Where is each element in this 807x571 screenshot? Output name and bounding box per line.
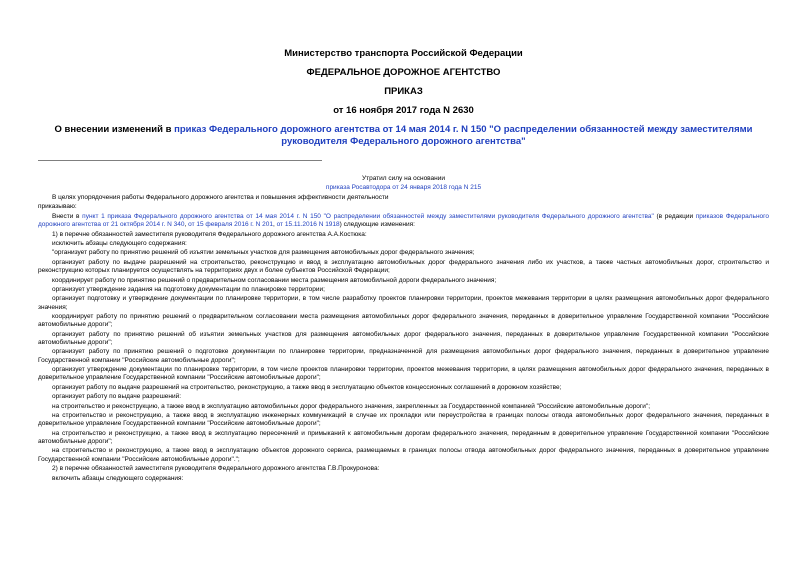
title-prefix: О внесении изменений в — [54, 124, 175, 135]
body-paragraph: организует работу по выдаче разрешений на строительство, реконструкцию и ввод в эксплуатацию автомобильных дорог федерального значения либо их участков, а также частных автомобильных дорог, строительство и реконструкцию которых планируется осуществлять на территориях двух и более субъектов Российской Федерации; — [38, 258, 769, 275]
document-body — [38, 194, 769, 483]
body-paragraph: организует подготовку и утверждение документации по планировке территории, в том числе разработку проектов планировки территории, проектов межевания территории в целях размещения автомобильных дорог федерального значения; — [38, 295, 769, 311]
body-paragraph: организует работу по принятию решений об изъятии земельных участков для размещения автомобильных дорог федерального значения, переданных в доверительное управление Государственной компании "Российские автомобильные дороги"; — [38, 330, 769, 346]
ministry-name: Министерство транспорта Российской Федерации — [284, 48, 523, 59]
body-paragraph: на строительство и реконструкцию, а также ввод в эксплуатацию инженерных коммуникаций в случае их прокладки или переустройства в границах полосы отвода автомобильных дорог федерального значения, переданных в доверительное управление Государственной компании "Российские автомобильные дороги"; — [38, 412, 769, 428]
body-paragraph: организует работу по выдаче разрешений на строительство, реконструкцию, а также ввод в эксплуатацию объектов концессионных соглашений в дорожном хозяйстве; — [52, 383, 562, 391]
document-title — [30, 124, 777, 148]
body-paragraph: исключить абзацы следующего содержания: — [52, 240, 187, 248]
body-paragraph: на строительство и реконструкцию, а также ввод в эксплуатацию пересечений и примыканий к автомобильным дорогам федерального значения, переданным в доверительное управление Государственной компании "Российские автомобильные дороги"; — [38, 429, 769, 445]
order-201-link[interactable]: от 15 февраля 2016 г. N 201 — [188, 221, 273, 229]
body-paragraph: организует работу по принятию решений о подготовке документации по планировке территории, предназначенной для размещения автомобильных дорог федерального значения, переданных в доверительное управление Государственной компании "Российские автомобильные дороги"; — [38, 348, 769, 364]
body-paragraph: 2) в перечне обязанностей заместителя руководителя Федерального дорожного агентства Г.В.Прокуронова: — [52, 465, 380, 473]
repeal-order-link[interactable]: приказа Росавтодора от 24 января 2018 года N 215 — [325, 184, 482, 191]
repeal-note-text: Утратил силу на основании — [361, 175, 446, 182]
body-paragraph: на строительство и реконструкцию, а также ввод в эксплуатацию автомобильных дорог федерального значения, закрепленных за Государственной компанией "Российские автомобильные дороги"; — [52, 402, 651, 410]
body-paragraph: организует утверждение задания на подготовку документации по планировке территории; — [52, 286, 325, 294]
body-paragraph: 1) в перечне обязанностей заместителя руководителя Федерального дорожного агентства А.А.Костюка: — [52, 230, 367, 238]
separator-line — [38, 160, 322, 161]
body-paragraph: организует работу по выдаче разрешений: — [52, 393, 182, 401]
body-paragraph: включить абзацы следующего содержания: — [52, 474, 184, 482]
order-1918-link[interactable]: от 15.11.2016 N 1918 — [276, 221, 340, 229]
body-paragraph: координирует работу по принятию решений о предварительном согласовании места размещения автомобильной дороги федерального значения; — [52, 276, 497, 284]
order-paragraph: приказываю: — [38, 203, 77, 211]
order-340-link[interactable]: приказов Федерального дорожного агентства от 21 октября 2014 г. N 340 — [38, 212, 769, 229]
order-150-point-link[interactable]: пункт 1 приказа Федерального дорожного агентства от 14 мая 2014 г. N 150 "О распределении обязанностей между заместителями руководителя Федерального дорожного агентства" — [82, 212, 654, 220]
preamble-paragraph: В целях упорядочения работы Федерального дорожного агентства и повышения эффективности деятельности — [52, 194, 389, 201]
amendment-paragraph: Внести в пункт 1 приказа Федерального дорожного агентства от 14 мая 2014 г. N 150 "О распределении обязанностей между заместителями руководителя Федерального дорожного агентства" (в редакции приказов Федерального дорожного агентства от 21 октября 2014 г. N 340, от 15 февраля 2016 г. N 201, от 15.11.2016 N 1918) следующие изменения: — [38, 212, 769, 229]
body-paragraph: координирует работу по принятию решений о предварительном согласовании места размещения автомобильных дорог федерального значения, переданных в доверительное управление Государственной компании "Российские автомобильные дороги"; — [38, 313, 769, 329]
agency-name: ФЕДЕРАЛЬНОЕ ДОРОЖНОЕ АГЕНТСТВО — [306, 67, 501, 78]
body-paragraph: на строительство и реконструкцию, а также ввод в эксплуатацию объектов дорожного сервиса, размещаемых в границах полосы отвода автомобильных дорог федерального значения, переданных в доверительное управление Государственной компании "Российские автомобильные дороги"."; — [38, 447, 769, 463]
document-date-number: от 16 ноября 2017 года N 2630 — [333, 105, 474, 116]
amended-order-link[interactable]: приказ Федерального дорожного агентства от 14 мая 2014 г. N 150 "О распределении обязанностей между заместителями руководителя Федерального дорожного агентства" — [174, 124, 753, 147]
body-paragraph: "организует работу по принятию решений об изъятии земельных участков для размещения автомобильных дорог федерального значения; — [52, 249, 475, 257]
body-paragraph: организует утверждение документации по планировке территории, в том числе проектов планировки территории, проектов межевания территории, в целях размещения автомобильных дорог федерального значения, переданных в доверительное управление Государственной компании "Российские автомобильные дороги"; — [38, 366, 769, 382]
document-type: ПРИКАЗ — [384, 86, 423, 97]
